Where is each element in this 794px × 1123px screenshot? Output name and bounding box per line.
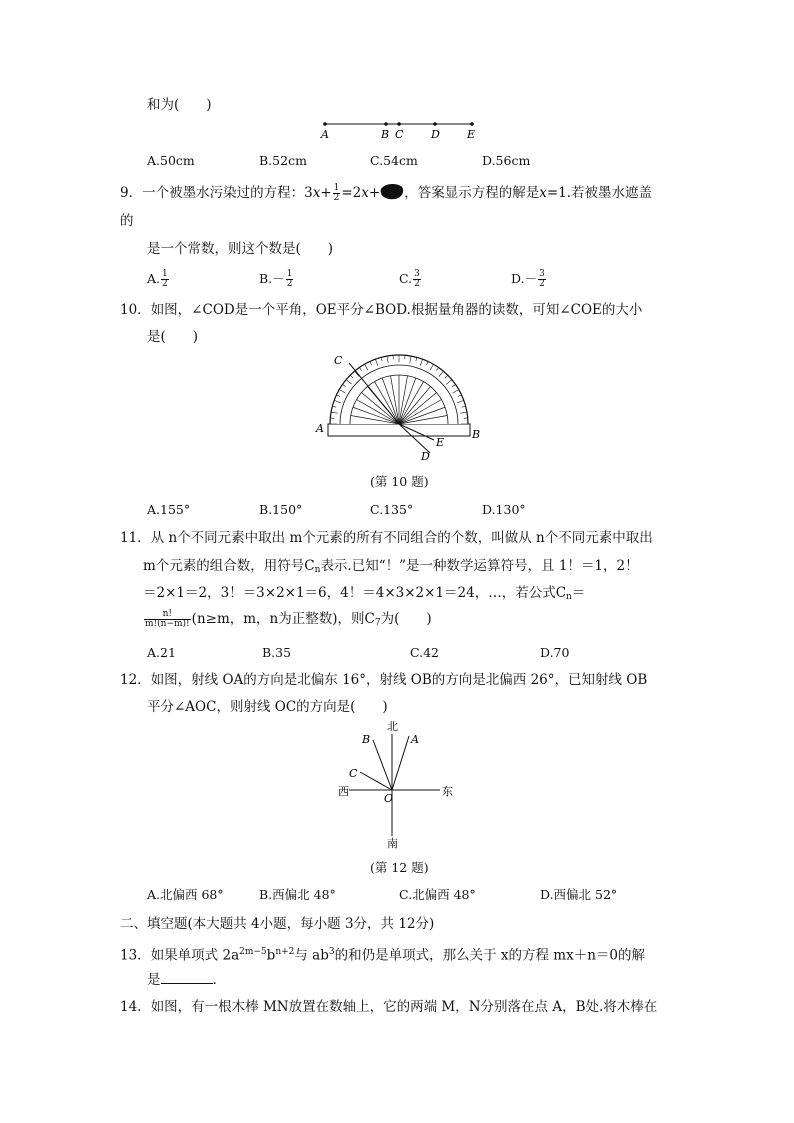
q10-option-a: A.155° xyxy=(147,502,191,517)
q12-label-b: B xyxy=(362,733,371,746)
q11-option-b: B.35 xyxy=(262,645,292,660)
q11-option-c: C.42 xyxy=(410,645,439,660)
q8-point-label: A xyxy=(321,128,329,141)
q12-label-c: C xyxy=(349,767,358,780)
q10-option-b: B.150° xyxy=(259,502,303,517)
q11-option-a: A.21 xyxy=(147,645,176,660)
q10-line1: 10．如图，∠COD是一个平角，OE平分∠BOD.根据量角器的读数，可知∠COE的大小 xyxy=(120,302,643,318)
q9-line1: 9．一个被墨水污染过的方程：3x+ $\frac{1}{2}$ =2x+ ，答案显示方程的解是x=1.若被墨水遮盖 xyxy=(120,183,653,203)
q10-line2: 是( ) xyxy=(147,329,199,345)
q11-option-d: D.70 xyxy=(540,645,570,660)
q12-option-c: C.北偏西 48° xyxy=(399,887,476,902)
q8-option-d: D.56cm xyxy=(482,153,531,168)
q9-option-c: C. $\frac{3}{2}$ xyxy=(399,269,420,289)
protractor-figure xyxy=(312,350,492,462)
q8-point-label: D xyxy=(431,128,440,141)
q12-caption: (第 12 题) xyxy=(370,860,429,875)
north-label: 北 xyxy=(387,720,398,733)
q12-option-a: A.北偏西 68° xyxy=(147,887,224,902)
q8-number-line-figure xyxy=(315,118,485,142)
q10-caption: (第 10 题) xyxy=(370,474,429,489)
q11-line3: ＝2×1＝2，3！＝3×2×1＝6，4！＝4×3×2×1＝24，…，若公式Cn＝ xyxy=(143,585,586,602)
q11-line4: $\frac{n!}{m!(n-m)!}$ (n≥m，m，n为正整数)，则C7为( ) xyxy=(145,609,432,629)
q12-line2: 平分∠AOC，则射线 OC的方向是( ) xyxy=(147,699,388,715)
q8-option-c: C.54cm xyxy=(370,153,418,168)
q12-line1: 12．如图，射线 OA的方向是北偏东 16°，射线 OB的方向是北偏西 26°，已知射线 OB xyxy=(120,672,648,688)
q8-point-label: E xyxy=(467,128,476,141)
q9-option-d: D.－ $\frac{3}{2}$ xyxy=(511,269,545,289)
east-label: 东 xyxy=(442,785,453,798)
q8-point-label: C xyxy=(395,128,404,141)
q8-option-b: B.52cm xyxy=(259,153,307,168)
q11-line2: m个元素的组合数，用符号Cn表示.已知“！”是一种数学运算符号，且 1！＝1，2！ xyxy=(143,558,639,575)
q9-fraction: $\frac{1}{2}$ xyxy=(333,183,340,203)
q13-line2: 是 . xyxy=(147,972,217,988)
q9-option-b: B.－ $\frac{1}{2}$ xyxy=(259,269,293,289)
q10-label-e: E xyxy=(436,436,445,449)
q10-label-c: C xyxy=(334,354,343,367)
q11-line1: 11．从 n个不同元素中取出 m个元素的所有不同组合的个数，叫做从 n个不同元素中取出 xyxy=(120,530,653,546)
q8-point-label: B xyxy=(381,128,390,141)
q10-option-d: D.130° xyxy=(482,502,526,517)
answer-blank[interactable] xyxy=(161,971,213,984)
q12-option-d: D.西偏北 52° xyxy=(540,887,618,902)
q12-option-b: B.西偏北 48° xyxy=(259,887,336,902)
west-label: 西 xyxy=(338,785,349,798)
south-label: 南 xyxy=(387,837,398,850)
q9-text1: 一个被墨水污染过的方程： xyxy=(142,185,305,201)
q10-option-c: C.135° xyxy=(370,502,414,517)
q8-option-a: A.50cm xyxy=(147,153,195,168)
q11-fraction: $\frac{n!}{m!(n-m)!}$ xyxy=(145,609,190,629)
q14-line1: 14．如图，有一根木棒 MN放置在数轴上，它的两端 M，N分别落在点 A，B处.将木棒在 xyxy=(120,999,658,1015)
q12-label-o: O xyxy=(384,792,394,805)
q9-line3: 是一个常数，则这个数是( ) xyxy=(147,241,334,257)
section-heading: 二、填空题(本大题共 4小题，每小题 3分，共 12分) xyxy=(120,916,435,932)
q12-label-a: A xyxy=(411,733,419,746)
q10-label-b: B xyxy=(472,428,481,441)
ink-blot-icon xyxy=(380,183,404,200)
q8-text: 和为( ) xyxy=(147,97,212,113)
q9-line2: 的 xyxy=(120,213,134,229)
q10-label-a: A xyxy=(316,422,324,435)
q10-label-d: D xyxy=(421,450,430,462)
q9-option-a: A. $\frac{1}{2}$ xyxy=(147,269,168,289)
q13-line1: 13．如果单项式 $2a^{2m-5}b^{n+2}$与 $ab^3$的和仍是单项式，那么关于 x的方程 mx＋n＝0的解 xyxy=(120,947,646,964)
compass-direction-figure xyxy=(335,720,465,852)
q9-number: 9． xyxy=(120,185,143,201)
